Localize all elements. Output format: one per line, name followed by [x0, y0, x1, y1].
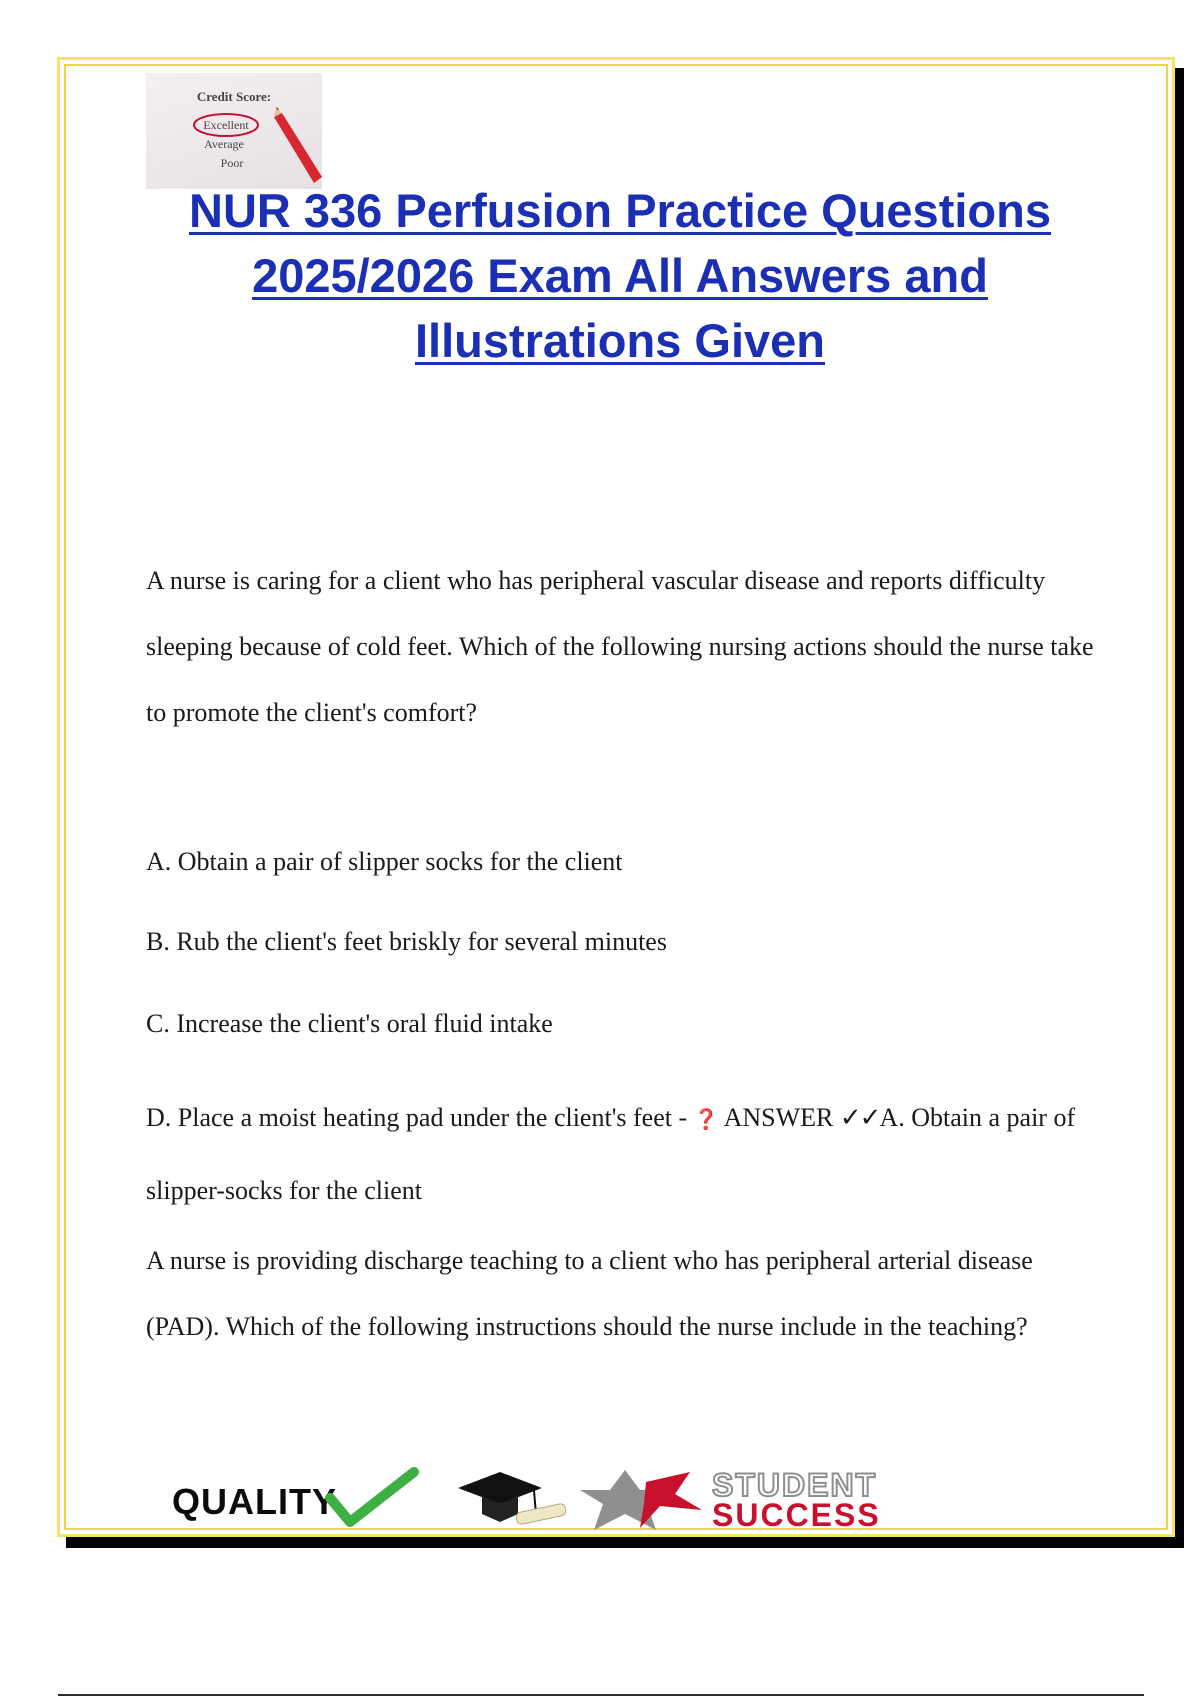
- star-icon: [580, 1470, 702, 1530]
- quality-logo: [172, 1472, 414, 1522]
- title-line-1: NUR 336 Perfusion Practice Questions: [189, 184, 1051, 237]
- student-success-logo: [712, 1467, 881, 1532]
- svg-text:Excellent: Excellent: [203, 118, 249, 132]
- svg-text:Credit Score:: Credit Score:: [196, 89, 272, 104]
- title-line-3: Illustrations Given: [414, 314, 826, 367]
- graduation-cap-icon: [458, 1472, 567, 1525]
- credit-score-logo: [146, 73, 322, 189]
- question-1-text: A nurse is caring for a client who has peripheral vascular disease and reports difficulty sleeping because of cold feet. Which of the following nursing actions should the nurse take to promote the client's comfort?: [146, 566, 1094, 727]
- answer-check-icon: ✓✓: [839, 1103, 880, 1133]
- answer-marker-icon: ❓: [693, 1107, 719, 1131]
- title-line-2: 2025/2026 Exam All Answers and: [252, 249, 988, 302]
- option-d-label: D. Place a moist heating pad under the client's feet -: [146, 1103, 694, 1132]
- svg-text:Poor: Poor: [220, 156, 244, 170]
- document-title: [130, 178, 1110, 373]
- footer-banner: [170, 1462, 1050, 1532]
- checkmark-icon: [330, 1472, 414, 1522]
- svg-text:Average: Average: [204, 137, 244, 151]
- question-1-option-b: B. Rub the client's feet briskly for several minutes: [146, 927, 667, 956]
- question-2-text: A nurse is providing discharge teaching to a client who has peripheral arterial disease (PAD). Which of the following instructions should the nurse include in the teaching?: [146, 1246, 1033, 1341]
- quality-word: QUALITY: [172, 1481, 337, 1522]
- credit-score-pencil-icon: [146, 73, 322, 189]
- question-1-option-c: C. Increase the client's oral fluid intake: [146, 1009, 553, 1038]
- question-1-option-a: A. Obtain a pair of slipper socks for the client: [146, 847, 623, 876]
- question-1-option-d-with-answer: [146, 1082, 1106, 1227]
- answer-text: A. Obtain a pair of slipper-socks for the client: [146, 1103, 1076, 1205]
- brand-line-1: STUDENT: [712, 1467, 878, 1503]
- brand-line-2: SUCCESS: [712, 1497, 881, 1532]
- answer-label: ANSWER: [718, 1103, 840, 1132]
- bottom-divider: [58, 1694, 1144, 1696]
